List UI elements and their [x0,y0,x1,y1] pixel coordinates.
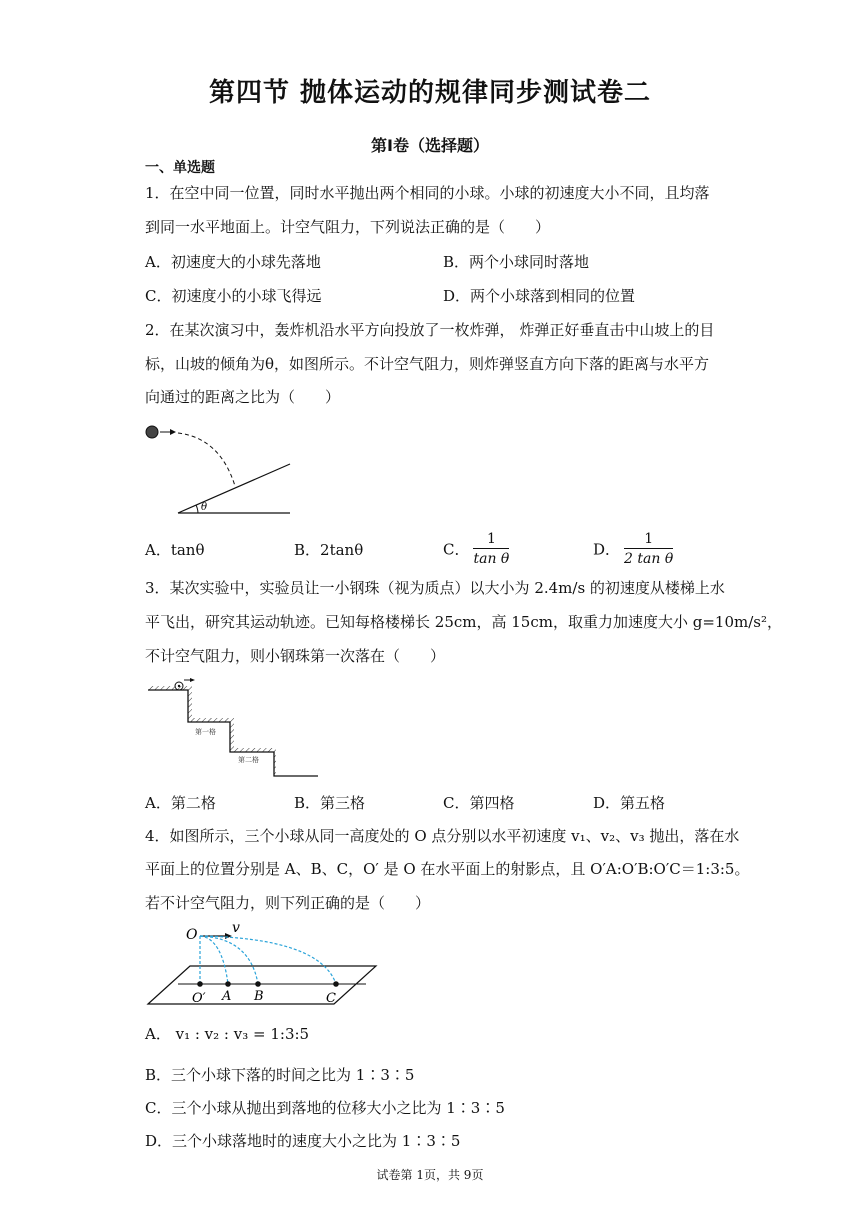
q2-slope-figure [140,418,300,523]
q1-line-1: 1．在空中同一位置，同时水平抛出两个相同的小球。小球的初速度大小不同，且均落 [145,184,710,202]
label-c: C [326,991,336,1006]
q2-option-b: B．2tanθ [294,541,364,559]
q2-option-c-prefix: C． [443,540,470,559]
q2-option-a: A．tanθ [145,541,205,559]
q1-option-d: D．两个小球落到相同的位置 [443,287,636,305]
q2-option-d-numerator: 1 [624,530,673,549]
point-a [225,981,231,987]
point-o-prime [197,981,203,987]
trajectory-c [200,936,336,984]
q2-option-c-numerator: 1 [473,530,509,549]
slope-line [178,464,290,513]
q4-projectile-figure [140,920,390,1010]
step-1-label: 第一格 [195,728,216,736]
q1-option-a: A．初速度大的小球先落地 [145,253,321,271]
page-title: 第四节 抛体运动的规律同步测试卷二 [208,78,652,108]
trajectory-b [200,936,258,984]
q3-option-a: A．第二格 [145,794,216,812]
q2-option-c [443,530,509,569]
q1-line-2: 到同一水平地面上。计空气阻力，下列说法正确的是（ ） [145,218,551,236]
q3-line-3: 不计空气阻力，则小钢珠第一次落在（ ） [145,647,446,665]
q2-option-d [593,530,673,569]
q3-option-c: C．第四格 [443,794,515,812]
q3-line-1: 3．某次实验中，实验员让一小钢珠（视为质点）以大小为 2.4m/s 的初速度从楼梯上水 [145,579,725,597]
q2-option-d-prefix: D． [593,540,621,559]
angle-label: θ [201,502,208,513]
page-footer: 试卷第 1页，共 9页 [376,1168,484,1182]
label-v: v [232,920,240,936]
bomb-ball [146,426,158,438]
section-title: 一、单选题 [145,160,215,176]
velocity-arrow-head [170,429,176,435]
q4-line-2: 平面上的位置分别是 A、B、C，O′ 是 O 在水平面上的射影点，且 O′A:O′B:O′C＝1:3:5。 [145,860,750,878]
label-a: A [222,989,232,1004]
q2-line-2: 标，山坡的倾角为θ，如图所示。不计空气阻力，则炸弹竖直方向下落的距离与水平方 [145,355,710,373]
part-title: 第Ⅰ卷（选择题） [371,136,489,155]
label-o: O [186,927,198,943]
q2-option-c-denominator: tan θ [473,551,510,567]
q1-option-b: B．两个小球同时落地 [443,253,590,271]
q4-line-1: 4．如图所示，三个小球从同一高度处的 O 点分别以水平初速度 v₁、v₂、v₃ 抛出，落在水 [145,827,740,845]
q2-line-3: 向通过的距离之比为（ ） [145,388,341,406]
label-o-prime: O′ [192,991,206,1006]
q2-option-c-fraction [473,530,509,569]
label-b: B [254,989,264,1004]
q4-option-c: C．三个小球从抛出到落地的位移大小之比为 1∶3∶5 [145,1099,505,1117]
point-c [333,981,339,987]
point-b [255,981,261,987]
q2-option-d-fraction [624,530,673,569]
q3-staircase-figure [140,676,325,782]
q4-option-a: A． v₁ : v₂ : v₃ = 1:3:5 [145,1025,310,1043]
q3-option-b: B．第三格 [294,794,366,812]
q3-option-d: D．第五格 [593,794,666,812]
q3-line-2: 平飞出，研究其运动轨迹。已知每格楼梯长 25cm，高 15cm，取重力加速度大小 g=10m/s²， [145,613,782,631]
q4-option-b: B．三个小球下落的时间之比为 1∶3∶5 [145,1066,415,1084]
trajectory-a [200,936,228,984]
step-2-label: 第二格 [238,756,259,764]
velocity-arrow-head [225,933,232,939]
q2-line-1: 2．在某次演习中，轰炸机沿水平方向投放了一枚炸弹， 炸弹正好垂直击中山坡上的目 [145,321,715,339]
q1-option-c: C．初速度小的小球飞得远 [145,287,322,305]
q2-option-d-denominator: 2 tan θ [624,551,674,567]
bomb-trajectory [178,433,235,486]
angle-arc [196,505,198,513]
q4-option-d: D．三个小球落地时的速度大小之比为 1∶3∶5 [145,1132,461,1150]
q4-line-3: 若不计空气阻力，则下列正确的是（ ） [145,894,431,912]
